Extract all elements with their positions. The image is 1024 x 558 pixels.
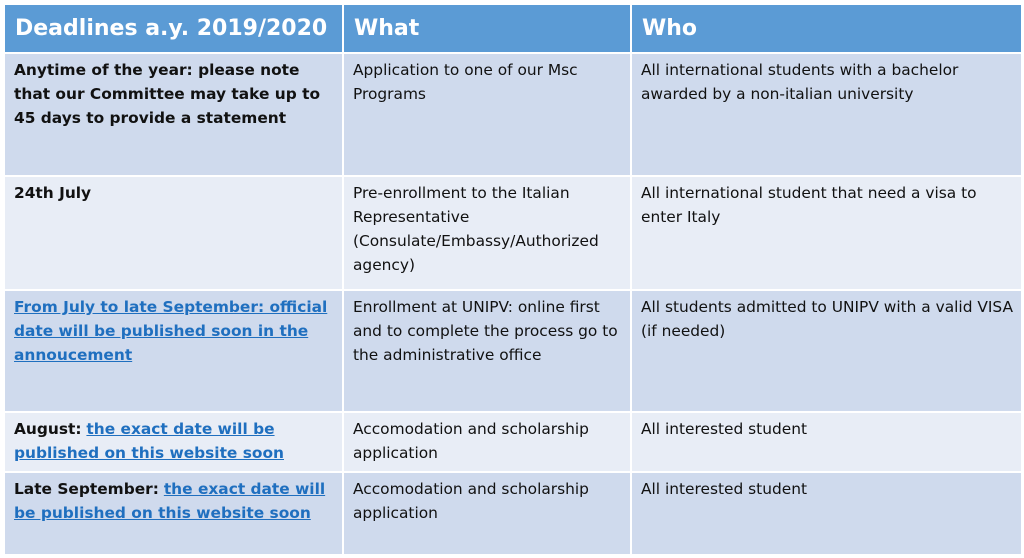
table-row — [4, 472, 1022, 555]
website-date-link[interactable]: the exact date will be published on this website soon — [14, 480, 326, 522]
website-date-link[interactable]: the exact date will be published on this website soon — [14, 420, 284, 462]
row-when-prefix: August: — [14, 420, 82, 438]
deadlines-table — [3, 3, 1023, 556]
row-who: All students admitted to UNIPV with a valid VISA (if needed) — [631, 290, 1022, 412]
row-what: Enrollment at UNIPV: online first and to complete the process go to the administrative office — [343, 290, 631, 412]
row-when: Anytime of the year: please note that our Committee may take up to 45 days to provide a statement — [4, 53, 343, 176]
row-what: Accomodation and scholarship application — [343, 412, 631, 472]
table-row — [4, 290, 1022, 412]
row-who: All international student that need a visa to enter Italy — [631, 176, 1022, 290]
row-when-prefix: Late September: — [14, 480, 159, 498]
header-what: What — [343, 4, 631, 53]
row-what: Accomodation and scholarship application — [343, 472, 631, 555]
row-when — [4, 412, 343, 472]
row-who: All international students with a bachelor awarded by a non-italian university — [631, 53, 1022, 176]
header-who: Who — [631, 4, 1022, 53]
header-deadlines: Deadlines a.y. 2019/2020 — [4, 4, 343, 53]
table-header-row — [4, 4, 1022, 53]
row-when — [4, 472, 343, 555]
row-when — [4, 290, 343, 412]
table-row — [4, 53, 1022, 176]
table-row — [4, 412, 1022, 472]
row-who: All interested student — [631, 472, 1022, 555]
row-what: Application to one of our Msc Programs — [343, 53, 631, 176]
table-row — [4, 176, 1022, 290]
announcement-link[interactable]: From July to late September: official date will be published soon in the annoucement — [14, 298, 328, 364]
row-when: 24th July — [4, 176, 343, 290]
row-what: Pre-enrollment to the Italian Representative (Consulate/Embassy/Authorized agency) — [343, 176, 631, 290]
row-who: All interested student — [631, 412, 1022, 472]
